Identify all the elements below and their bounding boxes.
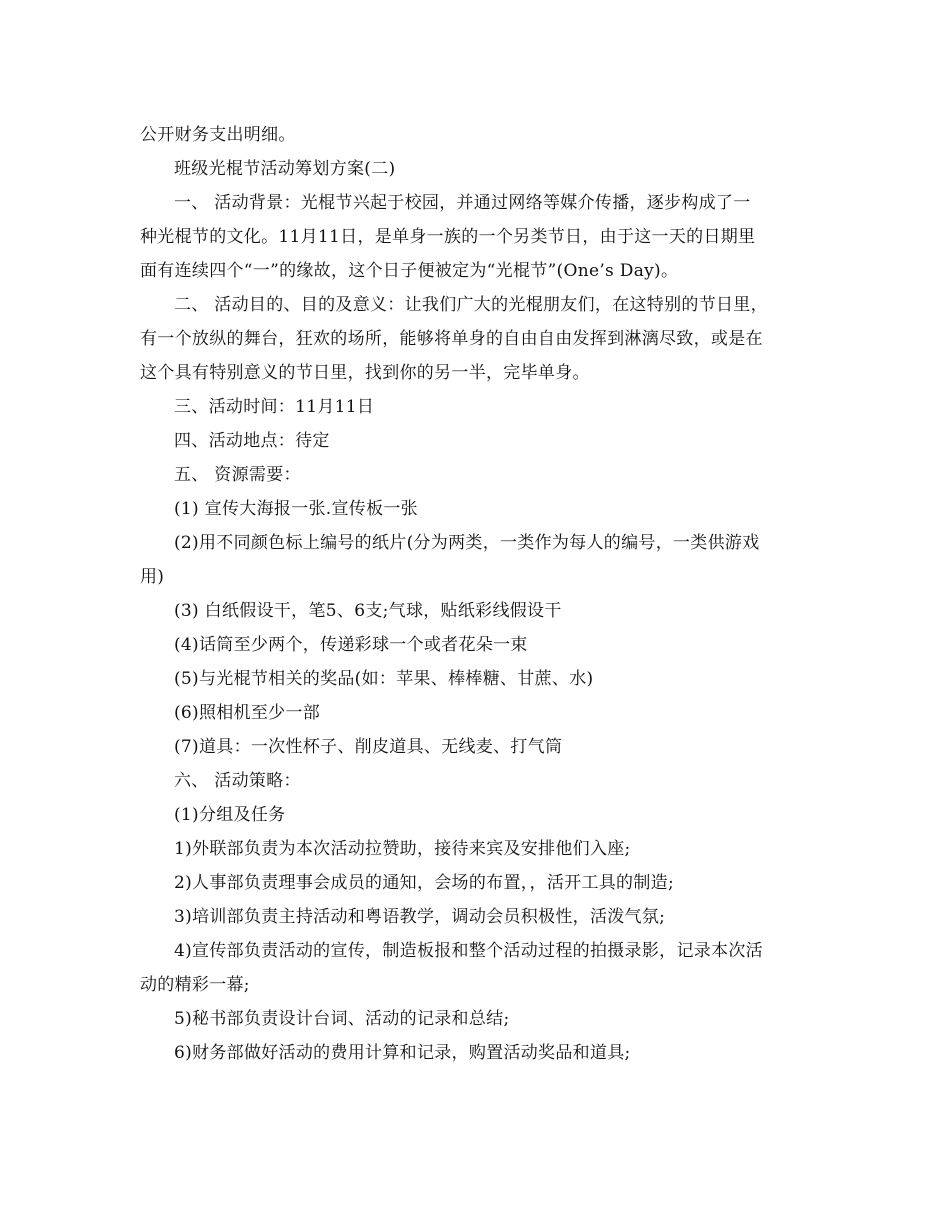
list-item: (3) 白纸假设干，笔5、6支;气球，贴纸彩线假设干 (174, 601, 562, 621)
list-item: (6)照相机至少一部 (174, 703, 321, 723)
list-item: 4)宣传部负责活动的宣传，制造板报和整个活动过程的拍摄录影，记录本次活 (174, 941, 763, 961)
text-line: 动的精彩一幕; (140, 975, 250, 995)
list-item: 2)人事部负责理事会成员的通知，会场的布置，，活开工具的制造; (174, 873, 674, 893)
list-item: 3)培训部负责主持活动和粤语教学，调动会员积极性，活泼气氛; (174, 907, 666, 927)
text-line: 六、 活动策略： (174, 771, 301, 791)
list-item: (4)话筒至少两个，传递彩球一个或者花朵一束 (174, 635, 528, 655)
text-line: 面有连续四个“一”的缘故，这个日子便被定为“光棍节”(One’s Day)。 (140, 261, 679, 281)
section-title: 班级光棍节活动筹划方案(二) (174, 159, 396, 179)
text-line: 种光棍节的文化。11月11日，是单身一族的一个另类节日，由于这一天的日期里 (140, 227, 756, 247)
text-line: 二、 活动目的、目的及意义：让我们广大的光棍朋友们，在这特别的节日里， (174, 295, 768, 315)
document-body (140, 118, 812, 1070)
text-line: 公开财务支出明细。 (140, 125, 296, 145)
text-line: 有一个放纵的舞台，狂欢的场所，能够将单身的自由自由发挥到淋漓尽致，或是在 (140, 329, 763, 349)
list-item: (7)道具：一次性杯子、削皮道具、无线麦、打气筒 (174, 737, 563, 757)
list-item: (1)分组及任务 (174, 805, 286, 825)
text-line: 一、 活动背景：光棍节兴起于校园，并通过网络等媒介传播，逐步构成了一 (174, 193, 751, 213)
text-line: 用) (140, 567, 165, 587)
list-item: (5)与光棍节相关的奖品(如：苹果、棒棒糖、甘蔗、水) (174, 669, 594, 689)
text-line: 四、活动地点：待定 (174, 431, 330, 451)
list-item: (2)用不同颜色标上编号的纸片(分为两类，一类作为每人的编号，一类供游戏 (174, 533, 760, 553)
text-line: 五、 资源需要： (174, 465, 301, 485)
list-item: 1)外联部负责为本次活动拉赞助，接待来宾及安排他们入座; (174, 839, 631, 859)
text-line: 三、活动时间：11月11日 (174, 397, 375, 417)
text-line: 这个具有特别意义的节日里，找到你的另一半，完毕单身。 (140, 363, 590, 383)
list-item: 6)财务部做好活动的费用计算和记录，购置活动奖品和道具; (174, 1043, 631, 1063)
list-item: 5)秘书部负责设计台词、活动的记录和总结; (174, 1009, 510, 1029)
list-item: (1) 宣传大海报一张.宣传板一张 (174, 499, 418, 519)
